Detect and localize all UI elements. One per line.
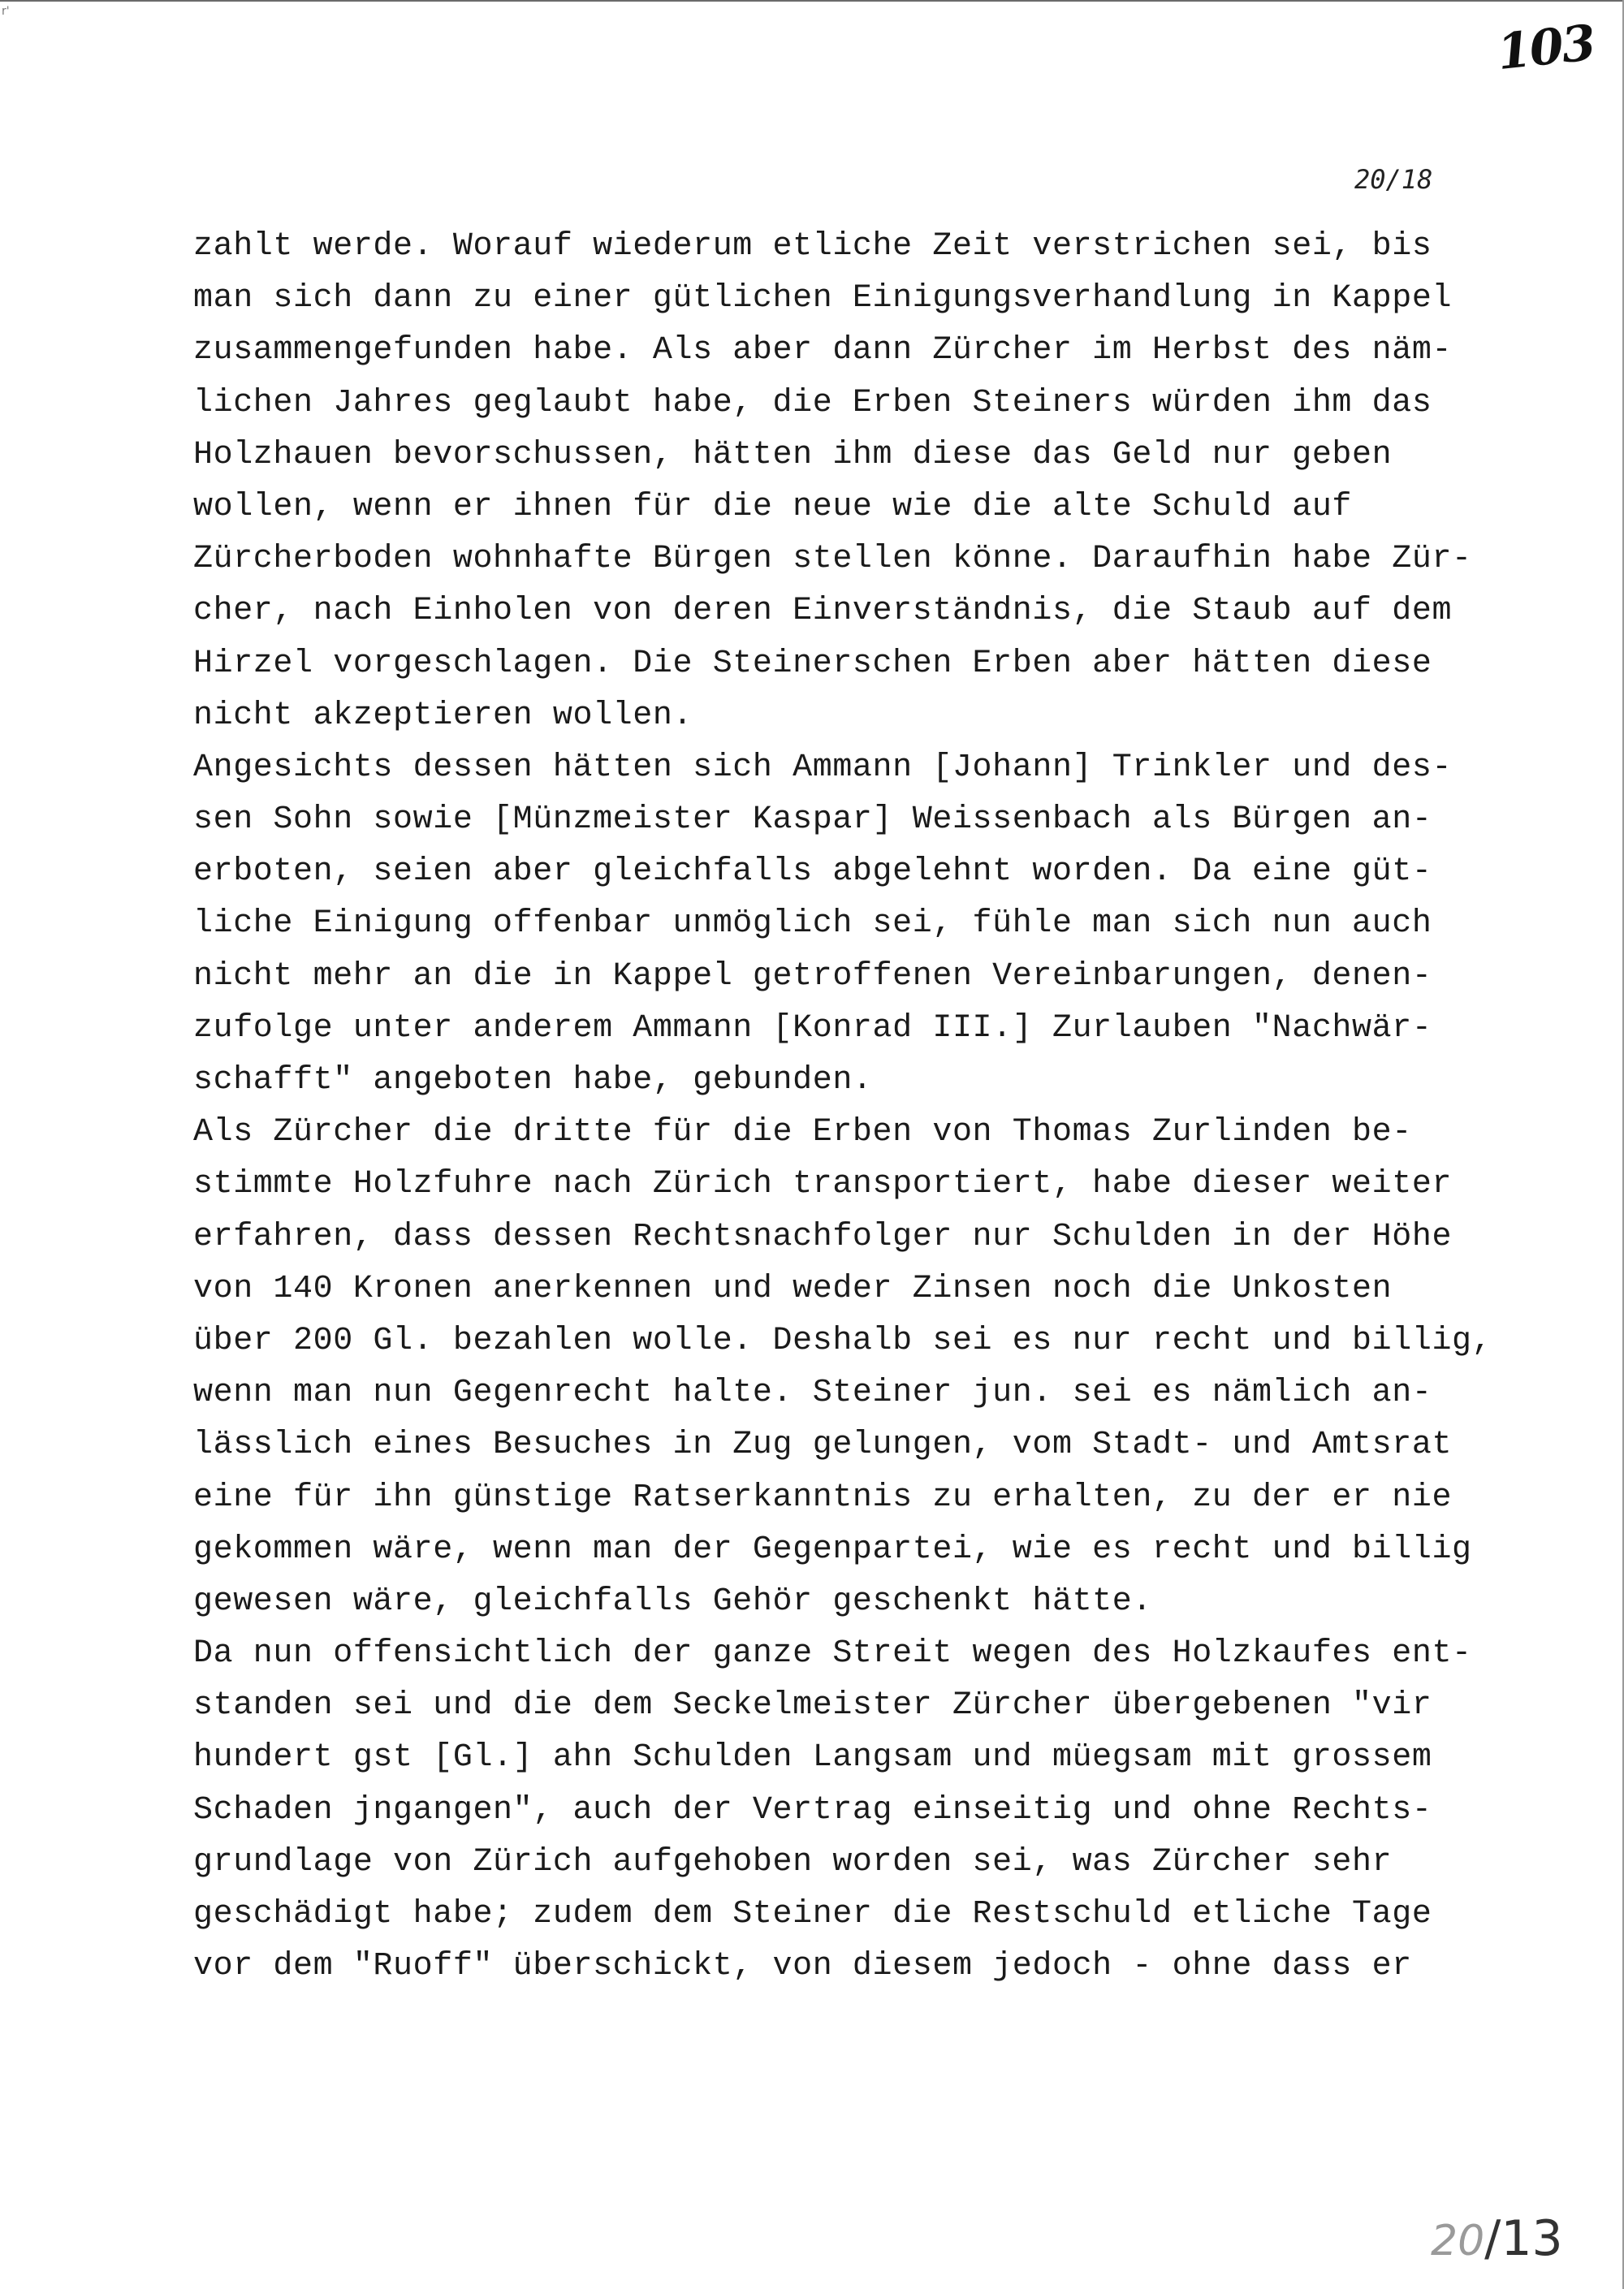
text-line: nicht mehr an die in Kappel getroffenen Vereinbarungen, denen- <box>193 957 1432 995</box>
text-line: von 140 Kronen anerkennen und weder Zinsen noch die Unkosten <box>193 1270 1393 1307</box>
text-line: Da nun offensichtlich der ganze Streit wegen des Holzkaufes ent- <box>193 1635 1472 1673</box>
text-line: erfahren, dass dessen Rechtsnachfolger nur Schulden in der Höhe <box>193 1218 1453 1255</box>
text-line: standen sei und die dem Seckelmeister Zürcher übergebenen "vir <box>193 1687 1432 1725</box>
text-line: über 200 Gl. bezahlen wolle. Deshalb sei es nur recht und billig, <box>193 1322 1492 1359</box>
text-line: Hirzel vorgeschlagen. Die Steinerschen Erben aber hätten diese <box>193 645 1432 682</box>
text-line: vor dem "Ruoff" überschickt, von diesem jedoch - ohne dass er <box>193 1948 1412 1985</box>
bottom-note-faint: 20 <box>1431 2217 1485 2265</box>
text-line: lässlich eines Besuches in Zug gelungen, vom Stadt- und Amtsrat <box>193 1427 1453 1464</box>
text-line: Schaden jngangen", auch der Vertrag einseitig und ohne Rechts- <box>193 1791 1432 1829</box>
text-line: lichen Jahres geglaubt habe, die Erben Steiners würden ihm das <box>193 384 1432 421</box>
corner-mark: r' <box>2 5 10 18</box>
text-line: hundert gst [Gl.] ahn Schulden Langsam und müegsam mit grossem <box>193 1739 1432 1777</box>
text-line: cher, nach Einholen von deren Einverständnis, die Staub auf dem <box>193 593 1453 630</box>
body-text <box>193 221 1590 1993</box>
text-line: Als Zürcher die dritte für die Erben von Thomas Zurlinden be- <box>193 1114 1412 1151</box>
text-line: liche Einigung offenbar unmöglich sei, fühle man sich nun auch <box>193 905 1432 943</box>
text-line: eine für ihn günstige Ratserkanntnis zu erhalten, zu der er nie <box>193 1479 1453 1516</box>
scan-edge-top <box>0 0 1624 2</box>
text-line: schafft" angeboten habe, gebunden. <box>193 1062 873 1099</box>
text-line: grundlage von Zürich aufgehoben worden sei, was Zürcher sehr <box>193 1843 1393 1881</box>
text-line: zusammengefunden habe. Als aber dann Zürcher im Herbst des näm- <box>193 332 1453 369</box>
text-line: erboten, seien aber gleichfalls abgelehnt worden. Da eine güt- <box>193 853 1432 891</box>
text-line: stimmte Holzfuhre nach Zürich transportiert, habe dieser weiter <box>193 1166 1453 1203</box>
handwritten-folio-number: 103 <box>1494 14 1597 82</box>
text-line: Angesichts dessen hätten sich Ammann [Johann] Trinkler und des- <box>193 749 1453 786</box>
text-line: zufolge unter anderem Ammann [Konrad III.] Zurlauben "Nachwär- <box>193 1009 1432 1047</box>
text-line: geschädigt habe; zudem dem Steiner die Restschuld etliche Tage <box>193 1896 1432 1933</box>
text-line: sen Sohn sowie [Münzmeister Kaspar] Weissenbach als Bürgen an- <box>193 801 1432 839</box>
text-line: nicht akzeptieren wollen. <box>193 697 693 734</box>
text-line: wollen, wenn er ihnen für die neue wie die alte Schuld auf <box>193 488 1353 525</box>
text-line: Zürcherboden wohnhafte Bürgen stellen könne. Daraufhin habe Zür- <box>193 541 1472 578</box>
text-line: gekommen wäre, wenn man der Gegenpartei, wie es recht und billig <box>193 1531 1472 1568</box>
text-line: zahlt werde. Worauf wiederum etliche Zeit verstrichen sei, bis <box>193 228 1432 265</box>
text-line: Holzhauen bevorschussen, hätten ihm diese das Geld nur geben <box>193 436 1393 473</box>
handwritten-bottom-note <box>1431 2210 1563 2267</box>
text-line: man sich dann zu einer gütlichen Einigungsverhandlung in Kappel <box>193 280 1453 317</box>
bottom-note-number: /13 <box>1484 2210 1563 2267</box>
page-number: 20/18 <box>1354 164 1433 195</box>
text-line: wenn man nun Gegenrecht halte. Steiner jun. sei es nämlich an- <box>193 1375 1432 1412</box>
text-line: gewesen wäre, gleichfalls Gehör geschenkt hätte. <box>193 1583 1152 1620</box>
